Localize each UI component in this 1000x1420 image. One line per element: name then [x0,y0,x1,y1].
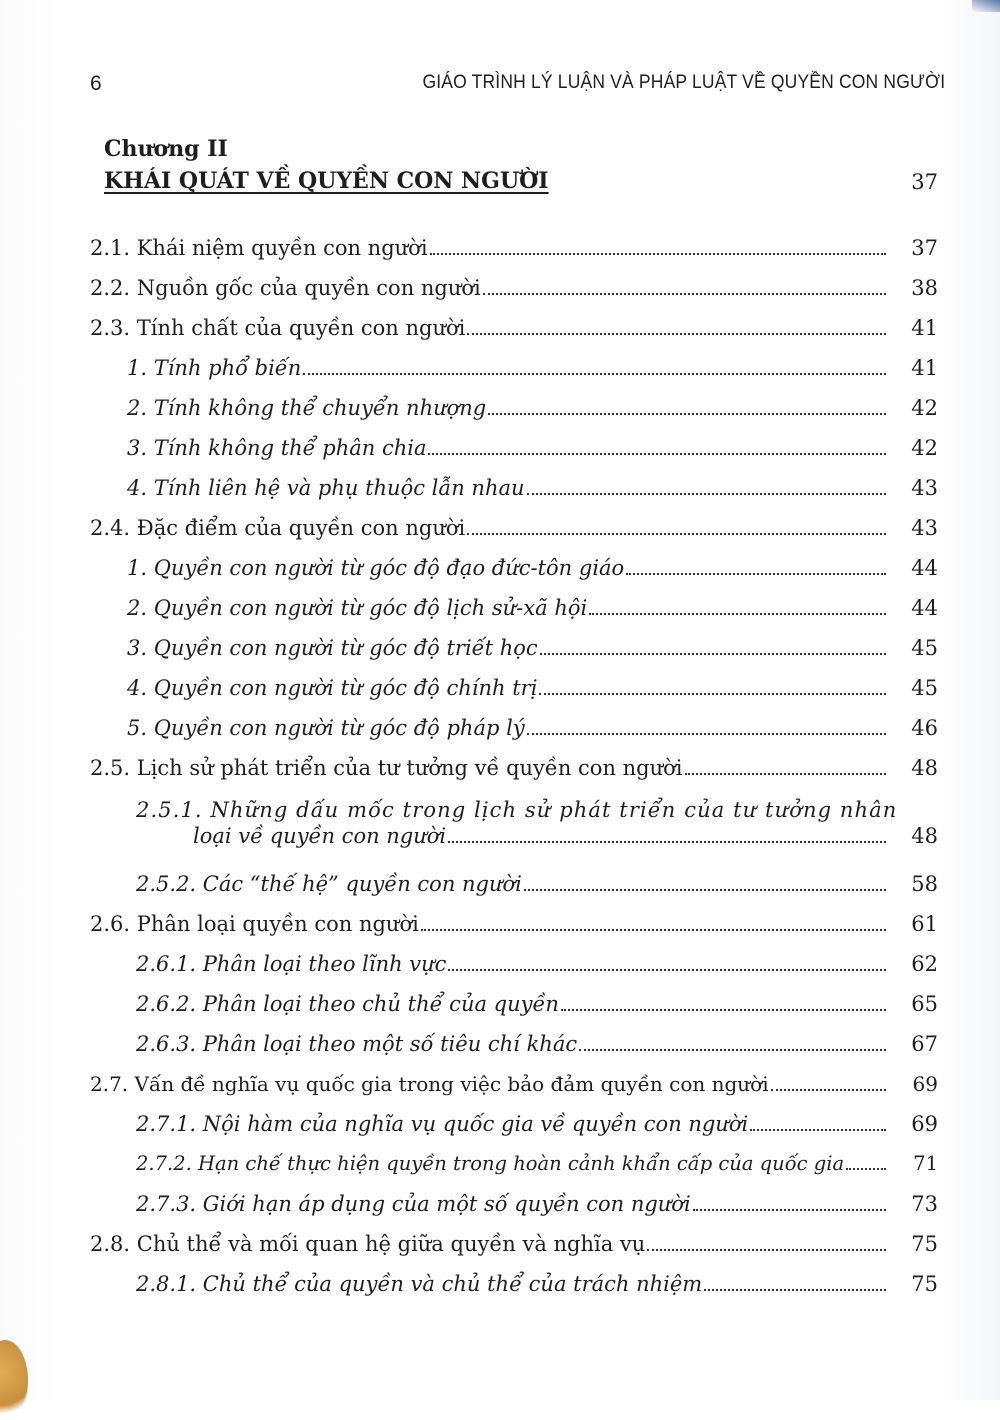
toc-entry-text: 1. Tính phổ biến [127,356,302,380]
toc-entry-2-8-1[interactable] [136,1272,938,1296]
toc-entry-text: 2.6.1. Phân loại theo lĩnh vực [136,952,447,976]
dot-leader [467,533,886,535]
toc-entry-text: 2.7.2. Hạn chế thực hiện quyền trong hoàn cảnh khẩn cấp của quốc gia [136,1152,845,1175]
toc-entry-page: 58 [911,872,938,896]
chapter-title: KHÁI QUÁT VỀ QUYỀN CON NGƯỜI [104,168,549,194]
toc-entry-text: 2.4. Đặc điểm của quyền con người [90,516,466,540]
dot-leader [846,1168,886,1170]
corner-shadow [972,0,1000,12]
page-number: 6 [90,72,102,95]
toc-entry-2-4-3[interactable] [127,636,938,660]
toc-entry-page: 67 [911,1032,938,1056]
toc-entry-text: 2.7. Vấn đề nghĩa vụ quốc gia trong việc bảo đảm quyền con người [90,1072,769,1096]
dot-leader [589,613,886,615]
toc-entry-text: 4. Tính liên hệ và phụ thuộc lẫn nhau [127,476,525,500]
toc-entry-2-4[interactable] [90,516,938,540]
toc-entry-text: 2.8. Chủ thể và mối quan hệ giữa quyền và nghĩa vụ [90,1232,646,1256]
toc-entry-text: 2. Tính không thể chuyển nhượng [127,396,487,420]
toc-entry-page: 75 [911,1232,938,1256]
dot-leader [524,889,886,891]
dot-leader [750,1129,886,1131]
toc-entry-page: 71 [913,1152,938,1175]
toc-entry-page: 42 [911,396,938,420]
toc-entry-page: 44 [911,556,938,580]
toc-entry-page: 45 [911,676,938,700]
toc-entry-2-7[interactable] [90,1072,938,1096]
toc-entry-page: 48 [911,824,938,848]
dot-leader [540,653,886,655]
toc-entry-text: 4. Quyền con người từ góc độ chính trị [127,676,538,700]
toc-entry-page: 48 [911,756,938,780]
toc-entry-text: 2.1. Khái niệm quyền con người [90,236,428,260]
toc-entry-2-4-2[interactable] [127,596,938,620]
dot-leader [626,573,886,575]
toc-entry-2-7-1[interactable] [136,1112,938,1136]
dot-leader [527,493,886,495]
toc-entry-text: 2. Quyền con người từ góc độ lịch sử-xã hội [127,596,588,620]
toc-entry-text: 3. Tính không thể phân chia [127,436,427,460]
toc-entry-2-3-4[interactable] [127,476,938,500]
dot-leader [428,453,886,455]
toc-entry-2-3[interactable] [90,316,938,340]
toc-entry-2-5-1[interactable] [136,798,938,848]
page-header [90,72,945,102]
toc-entry-page: 38 [911,276,938,300]
toc-entry-2-6-2[interactable] [136,992,938,1016]
thumb-shadow [0,1340,28,1420]
toc-entry-2-4-5[interactable] [127,716,938,740]
toc-entry-page: 43 [911,476,938,500]
toc-entry-page: 45 [911,636,938,660]
toc-entry-page: 61 [911,912,938,936]
toc-entry-2-1[interactable] [90,236,938,260]
toc-entry-page: 41 [911,356,938,380]
dot-leader [561,1009,886,1011]
toc-entry-text: 2.6.3. Phân loại theo một số tiêu chí khác [136,1032,578,1056]
toc-entry-text: 2.8.1. Chủ thể của quyền và chủ thể của trách nhiệm [136,1272,703,1296]
toc-entry-2-3-1[interactable] [127,356,938,380]
toc-entry-2-5-2[interactable] [136,872,938,896]
dot-leader [303,373,886,375]
toc-entry-page: 69 [912,1072,938,1096]
toc-entry-2-6-3[interactable] [136,1032,938,1056]
toc-entry-text: 2.5.2. Các “thế hệ” quyền con người [136,872,522,896]
toc-entry-2-7-3[interactable] [136,1192,938,1216]
toc-entry-2-4-4[interactable] [127,676,938,700]
toc-entry-text: 5. Quyền con người từ góc độ pháp lý [127,716,525,740]
running-title: GIÁO TRÌNH LÝ LUẬN VÀ PHÁP LUẬT VỀ QUYỀN CON NGƯỜI [422,72,945,93]
dot-leader [539,693,886,695]
chapter-page-number: 37 [911,170,938,194]
toc-entry-text-line1: 2.5.1. Những dấu mốc trong lịch sử phát triển của tư tưởng nhân [136,798,898,822]
dot-leader [647,1249,886,1251]
toc-entry-page: 44 [911,596,938,620]
toc-entry-text: 1. Quyền con người từ góc độ đạo đức-tôn giáo [127,556,625,580]
toc-entry-page: 37 [911,236,938,260]
toc-entry-page: 41 [911,316,938,340]
dot-leader [467,333,886,335]
chapter-label: Chương II [104,136,228,162]
dot-leader [421,929,886,931]
toc-entry-2-2[interactable] [90,276,938,300]
toc-entry-text: 2.7.1. Nội hàm của nghĩa vụ quốc gia về quyền con người [136,1112,749,1136]
toc-entry-text: 2.6. Phân loại quyền con người [90,912,419,936]
dot-leader [771,1089,886,1091]
toc-entry-2-5[interactable] [90,756,938,780]
toc-entry-2-6[interactable] [90,912,938,936]
toc-entry-text: 2.2. Nguồn gốc của quyền con người [90,276,481,300]
toc-entry-page: 43 [911,516,938,540]
toc-entry-2-3-2[interactable] [127,396,938,420]
toc-entry-2-3-3[interactable] [127,436,938,460]
toc-entry-text: 2.3. Tính chất của quyền con người [90,316,466,340]
toc-entry-page: 69 [911,1112,938,1136]
toc-entry-text-line2: loại về quyền con người [193,824,447,848]
toc-entry-2-7-2[interactable] [136,1152,938,1175]
toc-entry-page: 42 [911,436,938,460]
toc-entry-text: 2.6.2. Phân loại theo chủ thể của quyền [136,992,559,1016]
toc-entry-text: 3. Quyền con người từ góc độ triết học [127,636,538,660]
dot-leader [488,413,886,415]
dot-leader [430,253,886,255]
toc-entry-2-6-1[interactable] [136,952,938,976]
toc-entry-page: 75 [911,1272,938,1296]
dot-leader [448,969,886,971]
dot-leader [704,1289,886,1291]
toc-entry-page: 73 [911,1192,938,1216]
dot-leader [579,1049,886,1051]
toc-entry-text: 2.5. Lịch sử phát triển của tư tưởng về quyền con người [90,756,683,780]
dot-leader [483,293,886,295]
dot-leader [693,1209,886,1211]
toc-entry-page: 65 [911,992,938,1016]
toc-entry-2-4-1[interactable] [127,556,938,580]
dot-leader [527,733,886,735]
toc-entry-2-8[interactable] [90,1232,938,1256]
dot-leader [685,773,886,775]
dot-leader [448,841,886,843]
toc-entry-text: 2.7.3. Giới hạn áp dụng của một số quyền con người [136,1192,691,1216]
toc-entry-page: 46 [911,716,938,740]
toc-entry-page: 62 [911,952,938,976]
